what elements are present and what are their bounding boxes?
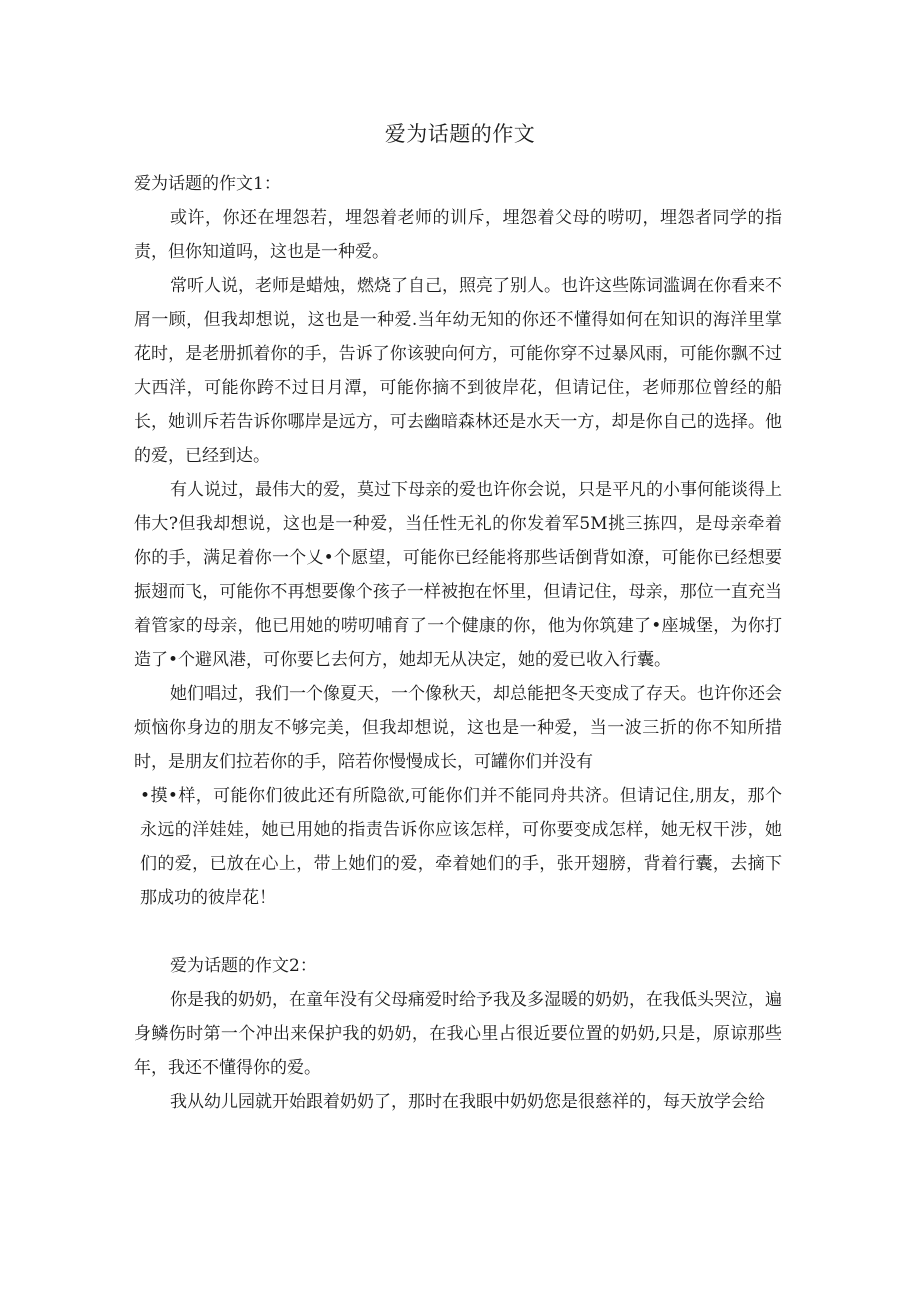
essay2-paragraph-1: 你是我的奶奶，在童年没有父母痛爱时给予我及多湿暖的奶奶，在我低头哭泣，遍身鳞伤时第一个冲出来保护我的奶奶，在我心里占很近要位置的奶奶,只是，原谅那些年，我还不懂得你的爱。	[134, 990, 782, 1078]
essay1-continuation: •摸•样，可能你们彼此还有所隐欲,可能你们并不能同舟共济。但请记住,朋友，那个永远的洋娃娃，她已用她的指责告诉你应该怎样，可你要变成怎样，她无权干涉，她们的爱，已放在心上，带上她们的爱，牵着她们的手，张开翅膀，背着行囊，去摘下那成功的彼岸花！	[140, 786, 782, 908]
document-title: 爱为话题的作文	[384, 122, 536, 146]
essay2-heading: 爱为话题的作文2：	[170, 956, 317, 976]
document-body	[134, 167, 782, 1119]
essay1-paragraph-1: 或许，你还在埋怨若，埋怨着老师的训斥，埋怨着父母的唠叨，埋怨者同学的指责，但你知道吗，这也是一种爱。	[134, 208, 782, 262]
essay1-paragraph-4: 她们唱过，我们一个像夏天，一个像秋天，却总能把冬天变成了存天。也许你还会烦恼你身边的朋友不够完美，但我却想说，这也是一种爱，当一波三折的你不知所措时，是朋友们拉若你的手，陪若你慢慢成长，可罐你们并没有	[134, 684, 782, 772]
essay1-paragraph-3: 有人说过，最伟大的爱，莫过下母亲的爱也许你会说，只是平凡的小事何能谈得上伟大?但我却想说，这也是一种爱，当任性无礼的你发着军5M挑三拣四，是母亲牵着你的手，满足着你一个乂•个愿望，可能你已经能将那些话倒背如潦，可能你已经想要振翅而飞，可能你不再想要像个孩子一样被抱在怀里，但请记住，母亲，那位一直充当着管家的母亲，他已用她的唠叨哺育了一个健康的你，他为你筑建了•座城堡，为你打造了•个避风港，可你要匕去何方，她却无从决定，她的爱已收入行囊。	[134, 480, 782, 670]
essay2-paragraph-2: 我从幼儿园就开始跟着奶奶了，那时在我眼中奶奶您是很慈祥的，每天放学会给	[170, 1092, 765, 1112]
section-gap	[134, 915, 782, 949]
essay1-paragraph-2: 常听人说，老师是蜡烛，燃烧了自己，照亮了别人。也许这些陈词滥调在你看来不屑一顾，但我却想说，这也是一种爱.当年幼无知的你还不懂得如何在知识的海洋里掌花时，是老册抓着你的手，告诉了你该驶向何方，可能你穿不过暴风雨，可能你飘不过大西洋，可能你跨不过日月潭，可能你摘不到彼岸花，但请记住，老师那位曾经的船长，她训斥若告诉你哪岸是远方，可去幽暗森林还是水天一方，却是你自己的选择。他的爱，已经到达。	[134, 276, 782, 466]
essay1-heading: 爱为话题的作文1：	[134, 174, 281, 194]
